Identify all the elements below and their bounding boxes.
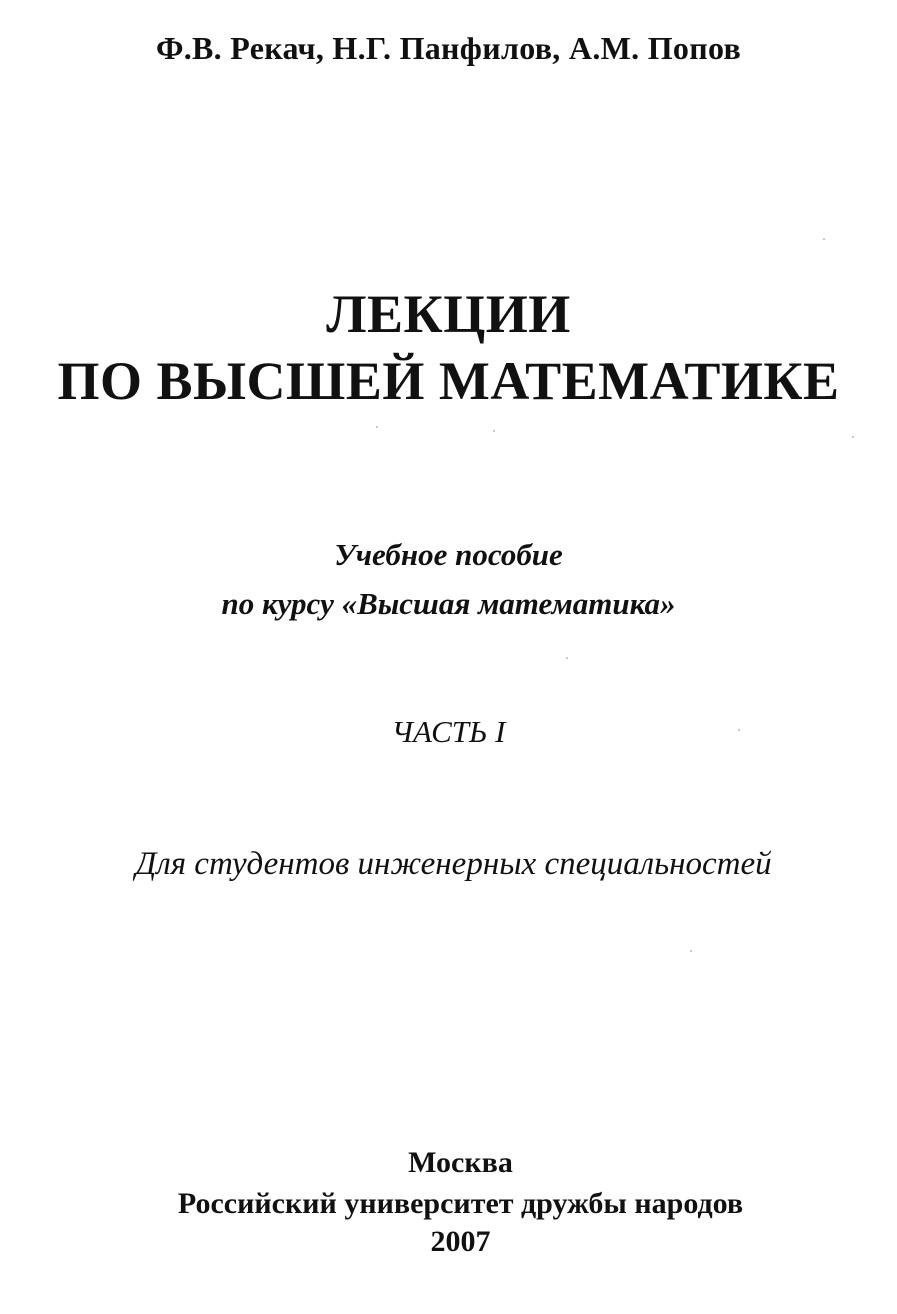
scan-speck (493, 430, 495, 432)
subtitle-line-1: Учебное пособие (334, 537, 563, 572)
scan-speck (852, 436, 854, 438)
scan-speck (738, 729, 740, 731)
imprint-city: Москва (408, 1146, 513, 1179)
scan-speck (376, 426, 378, 428)
book-title-line-1: ЛЕКЦИИ (326, 284, 571, 344)
book-title-line-2: ПО ВЫСШЕЙ МАТЕМАТИКЕ (57, 351, 840, 411)
subtitle-line-2: по курсу «Высшая математика» (221, 586, 676, 621)
imprint-publisher: Российский университет дружбы народов (177, 1187, 744, 1220)
part-number: ЧАСТЬ I (391, 714, 506, 749)
target-audience: Для студентов инженерных специальностей (135, 846, 772, 882)
authors: Ф.В. Рекач, Н.Г. Панфилов, А.М. Попов (155, 30, 742, 66)
scan-speck (690, 950, 692, 952)
scan-speck (823, 238, 825, 240)
imprint-year: 2007 (430, 1225, 491, 1258)
scan-speck (566, 657, 568, 659)
